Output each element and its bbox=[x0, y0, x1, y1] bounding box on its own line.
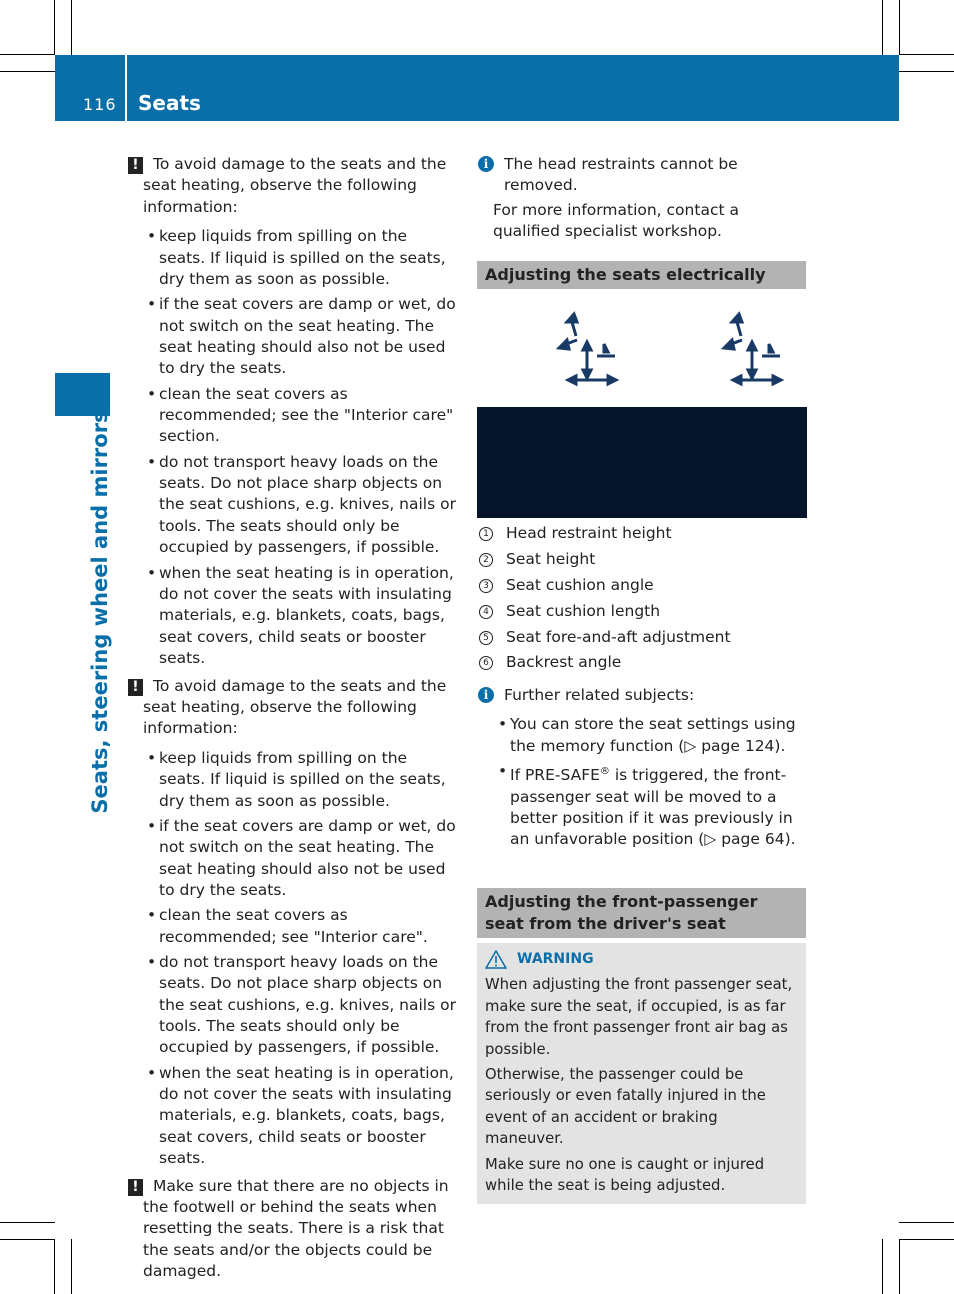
section-title: Seats bbox=[138, 91, 201, 115]
crop-mark bbox=[899, 54, 954, 55]
chapter-side-label: Seats, steering wheel and mirrors bbox=[88, 410, 112, 814]
legend-item bbox=[477, 549, 807, 575]
legend-label: Head restraint height bbox=[506, 524, 672, 542]
crop-mark bbox=[0, 54, 55, 55]
caution-note bbox=[132, 676, 457, 740]
info-icon: i bbox=[478, 156, 494, 172]
list-item: • when the seat heating is in operation, do not cover the seats with insulating materials, e.g. blankets, coats, bags, seat covers, child seats or booster seats. bbox=[143, 1063, 457, 1170]
page-header bbox=[55, 55, 899, 121]
legend-label: Seat fore-and-aft adjustment bbox=[506, 627, 731, 646]
note-text: Make sure that there are no objects in the footwell or behind the seats when resetting the seats. There is a risk that the seats and/or the objects could be damaged. bbox=[143, 1176, 449, 1281]
caution-icon: ! bbox=[128, 1179, 143, 1196]
legend-label: Seat cushion angle bbox=[506, 575, 654, 594]
list-item-text: is triggered, the front-passenger seat will be moved to a better position if it was previously in an unfavorable position (▷ page 64). bbox=[510, 766, 796, 849]
crop-mark bbox=[0, 71, 55, 72]
caution-note bbox=[132, 154, 457, 218]
info-title: Further related subjects: bbox=[504, 686, 695, 704]
list-item-text: If PRE-SAFE bbox=[510, 766, 600, 785]
crop-mark bbox=[899, 1239, 900, 1294]
list-item: • do not transport heavy loads on the seats. Do not place sharp objects on the seat cushions, e.g. knives, nails or tools. The seats should only be occupied by passengers, if possible. bbox=[143, 452, 457, 559]
section-heading: Adjusting the front-passenger seat from the driver's seat bbox=[477, 888, 806, 938]
related-info bbox=[477, 685, 807, 857]
bullet-list bbox=[477, 714, 807, 850]
warning-text: Otherwise, the passenger could be seriously or even fatally injured in the event of an accident or braking maneuver. bbox=[485, 1066, 766, 1148]
crop-mark bbox=[899, 1222, 954, 1223]
seat-controls-illustration bbox=[477, 300, 807, 518]
callout-number: 2 bbox=[479, 553, 493, 567]
note-text: To avoid damage to the seats and the seat heating, observe the following information: bbox=[143, 676, 447, 738]
legend-list bbox=[477, 523, 807, 678]
crop-mark bbox=[54, 1239, 55, 1294]
seat-switch-icon bbox=[559, 314, 616, 384]
legend-item bbox=[477, 575, 807, 601]
crop-mark bbox=[71, 1239, 72, 1294]
legend-item bbox=[477, 627, 807, 653]
list-item: • do not transport heavy loads on the seats. Do not place sharp objects on the seat cushions, e.g. knives, nails or tools. The seats should only be occupied by passengers, if possible. bbox=[143, 952, 457, 1059]
info-text: The head restraints cannot be removed. bbox=[504, 155, 738, 195]
crop-mark bbox=[899, 71, 954, 72]
section-heading: Adjusting the seats electrically bbox=[477, 261, 806, 289]
list-item: • You can store the seat settings using the memory function (▷ page 124). bbox=[494, 714, 807, 757]
callout-number: 5 bbox=[479, 631, 493, 645]
info-icon: i bbox=[478, 687, 494, 703]
list-item: • keep liquids from spilling on the seats. If liquid is spilled on the seats, dry them as soon as possible. bbox=[143, 748, 457, 812]
legend-item bbox=[477, 652, 807, 678]
caution-note bbox=[132, 1176, 457, 1283]
legend-label: Backrest angle bbox=[506, 653, 622, 672]
list-item: • if the seat covers are damp or wet, do not switch on the seat heating. The seat heating should also not be used to dry the seats. bbox=[143, 294, 457, 380]
info-text: For more information, contact a qualified specialist workshop. bbox=[493, 200, 739, 241]
bullet-list bbox=[143, 226, 457, 669]
seat-adjustment-diagram bbox=[477, 300, 807, 518]
right-column bbox=[477, 154, 807, 243]
crop-mark bbox=[71, 0, 72, 55]
warning-text: Make sure no one is caught or injured while the seat is being adjusted. bbox=[485, 1155, 765, 1195]
header-divider bbox=[125, 55, 127, 121]
crop-mark bbox=[0, 1222, 55, 1223]
crop-mark bbox=[0, 1239, 55, 1240]
bullet-list bbox=[143, 748, 457, 1170]
callout-number: 3 bbox=[479, 579, 493, 593]
warning-triangle-icon bbox=[485, 950, 507, 969]
legend-label: Seat height bbox=[506, 549, 596, 568]
registered-mark: ® bbox=[599, 766, 610, 778]
warning-header bbox=[485, 949, 798, 970]
info-note bbox=[477, 685, 807, 706]
crop-mark bbox=[899, 0, 900, 55]
warning-text: When adjusting the front passenger seat, make sure the seat, if occupied, is as far from the front passenger front air bag as possible. bbox=[485, 976, 793, 1058]
page-number: 116 bbox=[83, 95, 117, 114]
legend-item bbox=[477, 601, 807, 627]
callout-number: 1 bbox=[479, 527, 493, 541]
left-column bbox=[132, 154, 457, 1291]
crop-mark bbox=[882, 0, 883, 55]
list-item bbox=[494, 761, 807, 851]
info-note bbox=[477, 154, 807, 197]
caution-icon: ! bbox=[128, 157, 143, 174]
crop-mark bbox=[54, 0, 55, 55]
list-item: • when the seat heating is in operation, do not cover the seats with insulating materials, e.g. blankets, coats, bags, seat covers, child seats or booster seats. bbox=[143, 563, 457, 670]
callout-number: 4 bbox=[479, 605, 493, 619]
warning-title: WARNING bbox=[517, 951, 594, 967]
note-text: To avoid damage to the seats and the seat heating, observe the following information: bbox=[143, 155, 447, 216]
list-item: • clean the seat covers as recommended; see "Interior care". bbox=[143, 905, 457, 948]
caution-icon: ! bbox=[128, 679, 143, 696]
legend-label: Seat cushion length bbox=[506, 601, 661, 620]
legend-item bbox=[477, 523, 807, 549]
crop-mark bbox=[899, 1239, 954, 1240]
warning-box bbox=[477, 943, 806, 1204]
crop-mark bbox=[882, 1239, 883, 1294]
callout-number: 6 bbox=[479, 656, 493, 670]
photo-area bbox=[477, 407, 807, 518]
list-item: • clean the seat covers as recommended; see the "Interior care" section. bbox=[143, 384, 457, 448]
list-item: • if the seat covers are damp or wet, do not switch on the seat heating. The seat heating should also not be used to dry the seats. bbox=[143, 816, 457, 902]
seat-switch-icon bbox=[724, 314, 781, 384]
list-item: • keep liquids from spilling on the seats. If liquid is spilled on the seats, dry them as soon as possible. bbox=[143, 226, 457, 290]
